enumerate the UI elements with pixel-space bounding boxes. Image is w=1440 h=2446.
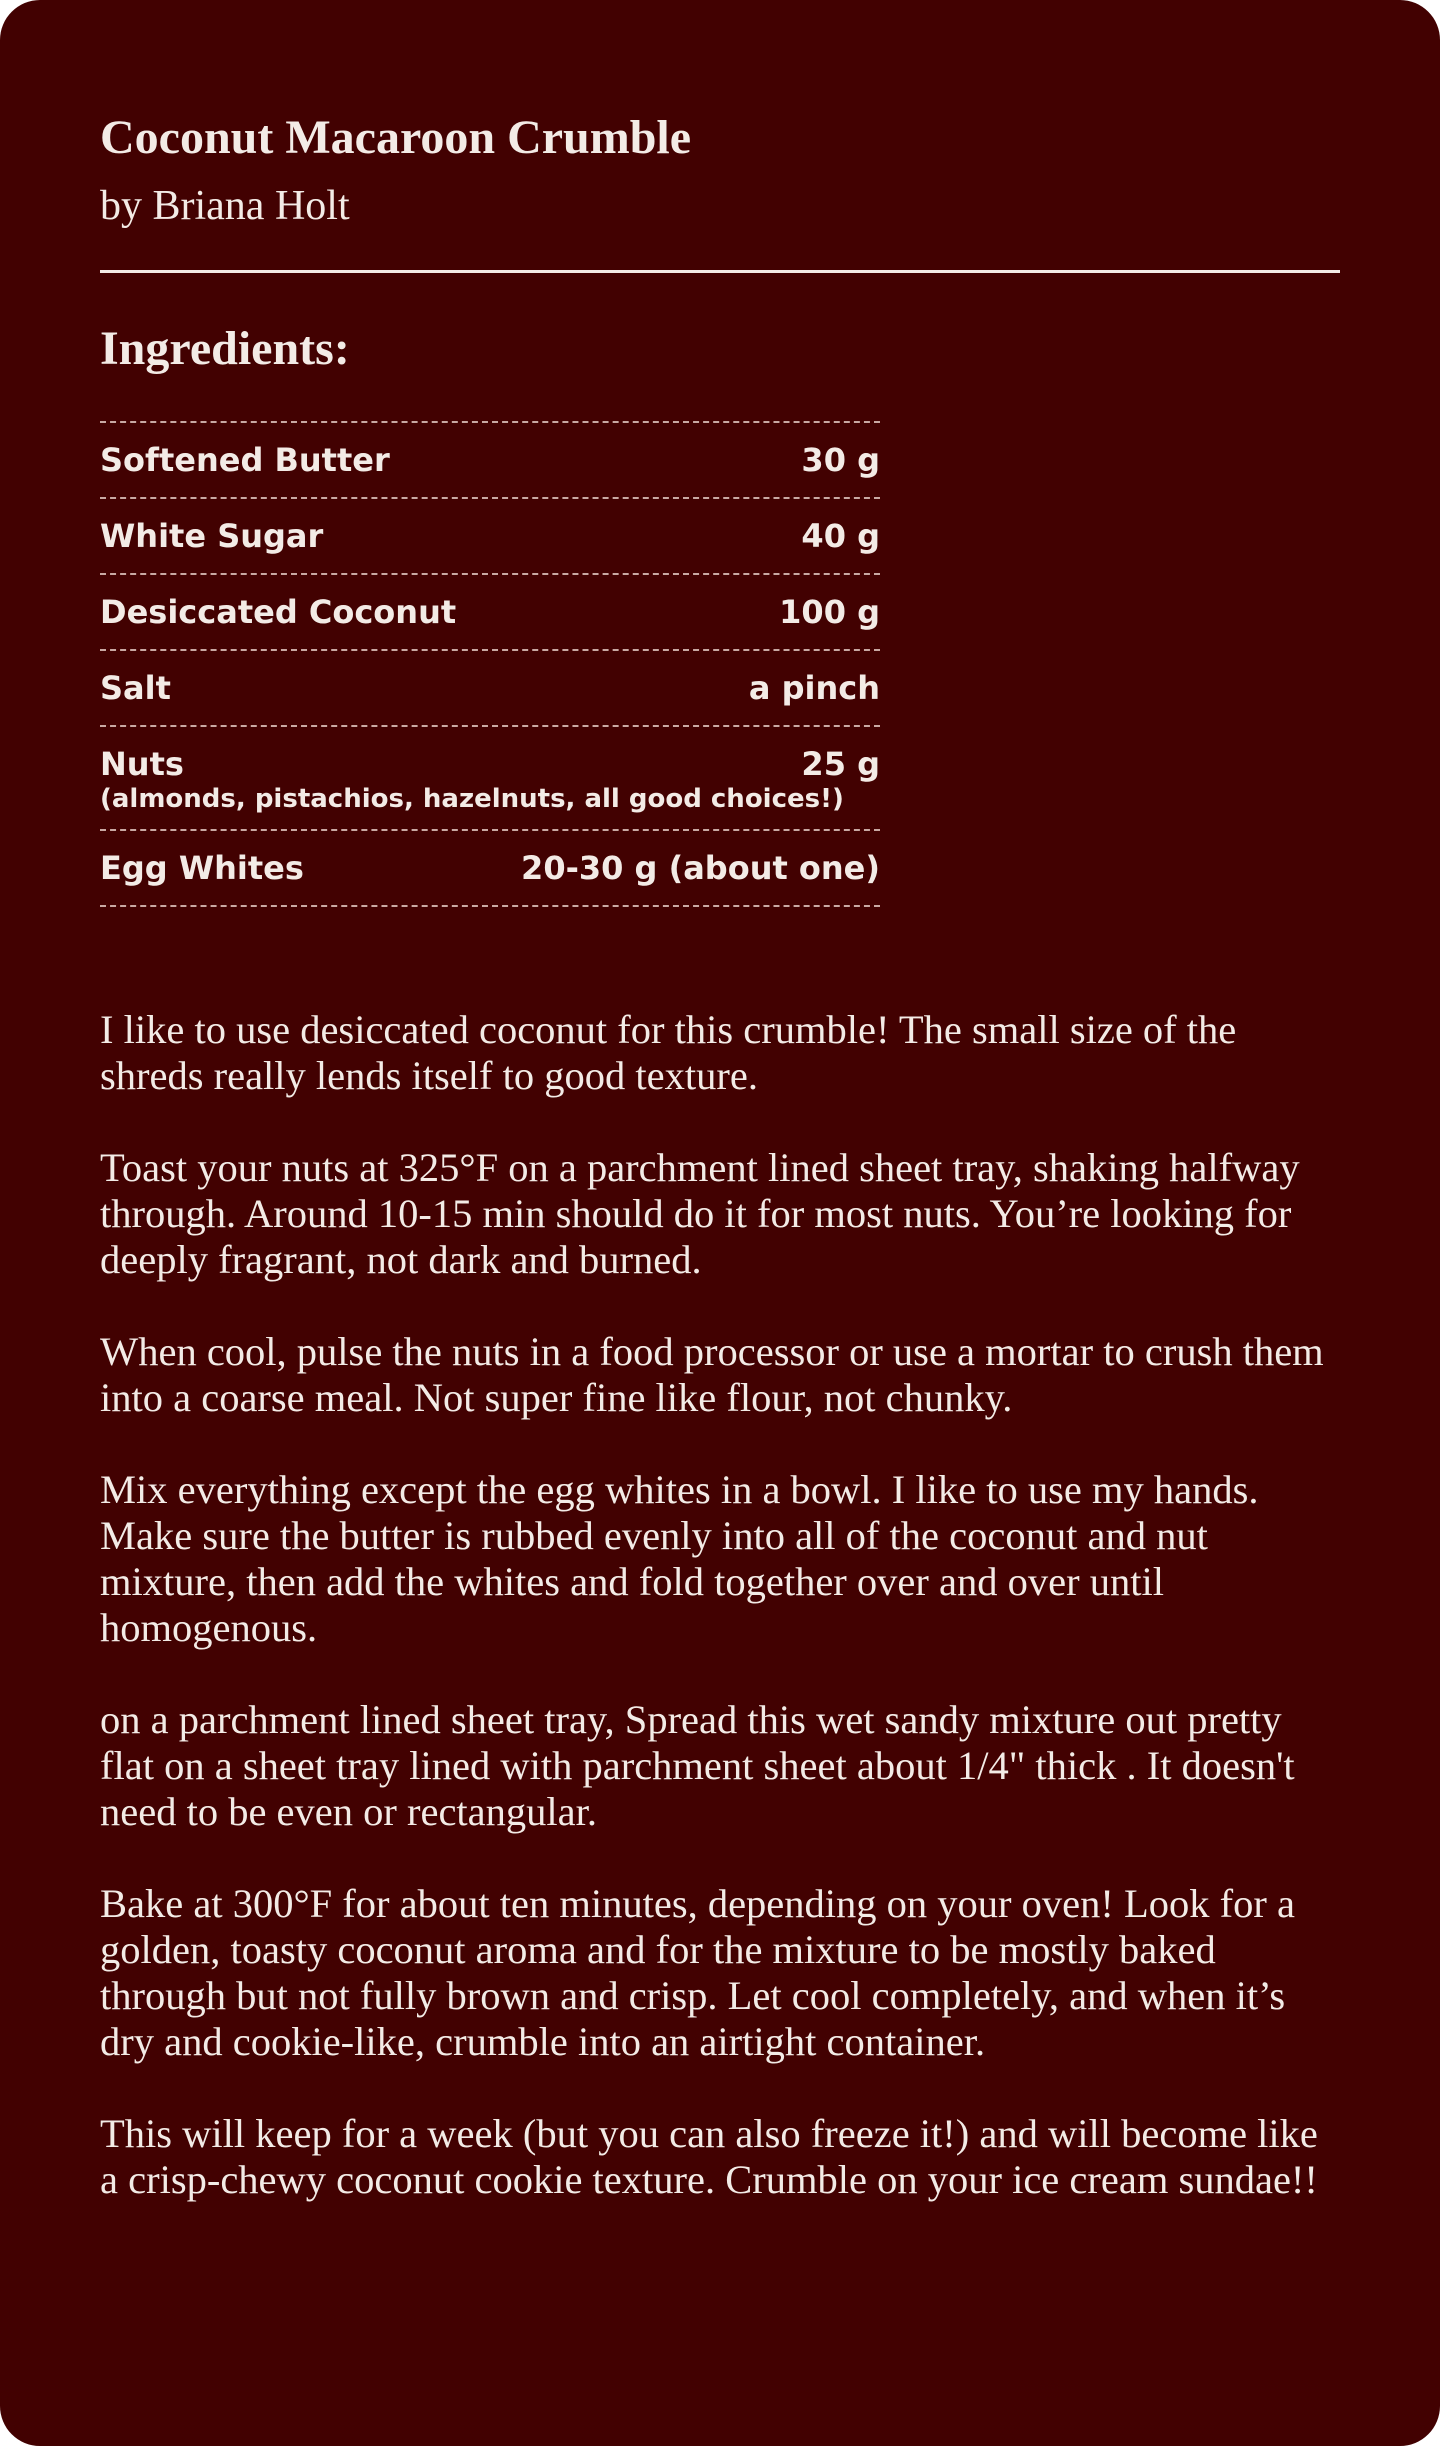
ingredient-row: [100, 727, 880, 831]
instruction-paragraph: When cool, pulse the nuts in a food processor or use a mortar to crush them into a coarse meal. Not super fine like flour, not chunky.: [100, 1329, 1324, 1420]
ingredient-name: White Sugar: [100, 517, 324, 555]
ingredient-amount: 30 g: [801, 441, 880, 479]
instruction-paragraph: Bake at 300°F for about ten minutes, depending on your oven! Look for a golden, toasty coconut aroma and for the mixture to be mostly baked through but not fully brown and crisp. Let cool completely, and when it’s dry and cookie-like, crumble into an airtight container.: [100, 1881, 1295, 2064]
instruction-paragraph: Mix everything except the egg whites in a bowl. I like to use my hands. Make sure the butter is rubbed evenly into all of the coconut and nut mixture, then add the whites and fold together over and over until homogenous.: [100, 1467, 1259, 1650]
ingredient-row: [100, 575, 880, 651]
ingredient-note: (almonds, pistachios, hazelnuts, all good choices!): [100, 784, 844, 814]
ingredient-row: [100, 831, 880, 907]
ingredient-name: Salt: [100, 669, 171, 707]
recipe-author: by Briana Holt: [100, 183, 350, 229]
ingredients-heading: Ingredients:: [100, 322, 350, 375]
instruction-paragraph: This will keep for a week (but you can also freeze it!) and will become like a crisp-chewy coconut cookie texture. Crumble on your ice cream sundae!!: [100, 2111, 1318, 2202]
ingredient-amount: 100 g: [779, 593, 880, 631]
ingredient-row: [100, 651, 880, 727]
recipe-title: Coconut Macaroon Crumble: [100, 111, 692, 164]
ingredient-row: [100, 423, 880, 499]
ingredient-name: Nuts: [100, 745, 184, 783]
ingredient-row: [100, 499, 880, 575]
ingredient-name: Softened Butter: [100, 441, 390, 479]
ingredient-amount: 20-30 g (about one): [521, 849, 880, 887]
instruction-paragraph: on a parchment lined sheet tray, Spread this wet sandy mixture out pretty flat on a sheet tray lined with parchment sheet about 1/4" thick . It doesn't need to be even or rectangular.: [100, 1697, 1295, 1834]
ingredient-amount: 25 g: [801, 745, 880, 783]
instructions: [100, 1007, 1345, 2203]
instruction-paragraph: I like to use desiccated coconut for this crumble! The small size of the shreds really lends itself to good texture.: [100, 1007, 1237, 1098]
ingredient-name: Desiccated Coconut: [100, 593, 457, 631]
instruction-paragraph: Toast your nuts at 325°F on a parchment lined sheet tray, shaking halfway through. Around 10-15 min should do it for most nuts. You’re looking for deeply fragrant, not dark and burned.: [100, 1145, 1300, 1282]
ingredient-amount: 40 g: [801, 517, 880, 555]
ingredient-amount: a pinch: [748, 669, 880, 707]
ingredient-name: Egg Whites: [100, 849, 304, 887]
ingredients-table: [100, 421, 880, 907]
title-divider: [100, 270, 1340, 273]
